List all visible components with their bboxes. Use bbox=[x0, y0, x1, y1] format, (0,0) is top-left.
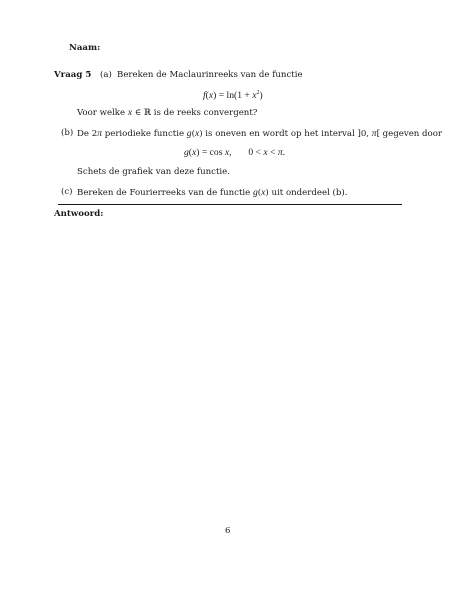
part-a-formula: $f(x) = \ln(1 + x^2)$ bbox=[203, 90, 263, 101]
separator-rule bbox=[58, 204, 402, 205]
question-label: Vraag 5 bbox=[54, 70, 92, 80]
answer-label: Antwoord: bbox=[54, 209, 104, 219]
part-a-text: Bereken de Maclaurinreeks van de functie bbox=[117, 70, 303, 80]
page-number: 6 bbox=[225, 526, 231, 536]
part-b-followup: Schets de grafiek van deze functie. bbox=[77, 167, 230, 177]
part-b-marker: (b) bbox=[61, 128, 74, 138]
part-a-marker: (a) bbox=[100, 70, 112, 80]
part-b-text: De 2π periodieke functie g(x) is oneven en wordt op het interval ]0, π[ gegeven door bbox=[77, 128, 443, 139]
part-a-followup: Voor welke x ∈ ℝ is de reeks convergent? bbox=[77, 107, 258, 118]
part-b-formula: g(x) = cos x, 0 < x < π. bbox=[184, 147, 286, 158]
name-label: Naam: bbox=[69, 43, 101, 53]
part-c-text: Bereken de Fourierreeks van de functie g(x) uit onderdeel (b). bbox=[77, 187, 348, 198]
part-c-marker: (c) bbox=[61, 187, 73, 197]
